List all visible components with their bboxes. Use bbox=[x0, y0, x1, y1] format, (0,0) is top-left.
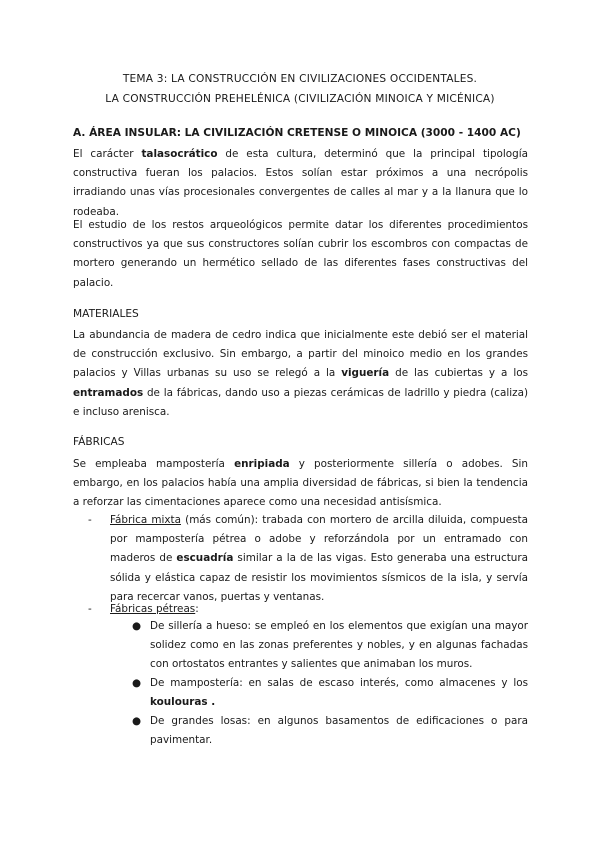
section-a-heading: A. ÁREA INSULAR: LA CIVILIZACIÓN CRETENSE O MINOICA (3000 - 1400 AC) bbox=[73, 127, 521, 139]
text-span: Se empleaba mampostería bbox=[73, 458, 235, 470]
text-span: de esta cultura, determinó que la principal tipología constructiva fueran los palacios. Estos solían estar próximos a una necrópolis irradiando unas vías procesionales convergentes de calles al mar y a la llanura que lo rodeaba. bbox=[73, 148, 528, 218]
list-item-label: Fábricas pétreas bbox=[110, 603, 196, 615]
bullet-icon: ● bbox=[132, 620, 142, 632]
list-item bbox=[88, 511, 528, 607]
text-span: De mampostería: en salas de escaso interés, como almacenes y los bbox=[150, 677, 528, 689]
fabricas-heading: FÁBRICAS bbox=[73, 436, 125, 448]
sub-list-item bbox=[128, 617, 528, 675]
section-a-paragraph-2: El estudio de los restos arqueológicos permite datar los diferentes procedimientos constructivos ya que sus constructores solían cubrir los escombros con compactas de mortero generando un hermético sellado de las diferentes fases constructivas del palacio. bbox=[73, 219, 528, 289]
bold-term: escuadría bbox=[176, 552, 234, 565]
bold-term: entramados bbox=[73, 386, 144, 399]
fabricas-paragraph bbox=[73, 455, 528, 513]
bold-term: viguería bbox=[341, 367, 390, 380]
dash-marker: - bbox=[88, 514, 92, 526]
text-span: : bbox=[195, 603, 199, 615]
sub-list-item bbox=[128, 674, 528, 712]
sub-list-item bbox=[128, 712, 528, 750]
text-span: similar a la de las vigas. Esto generaba una estructura sólida y elástica capaz de resistir los movimientos sísmicos de la isla, y servía para recercar vanos, puertas y ventanas. bbox=[110, 552, 529, 603]
text-span: El carácter bbox=[73, 148, 142, 160]
list-item-label: Fábrica mixta bbox=[110, 514, 181, 526]
text-span: de la fábricas, dando uso a piezas cerámicas de ladrillo y piedra (caliza) e incluso arenisca. bbox=[73, 386, 528, 418]
bold-term: talasocrático bbox=[141, 148, 218, 160]
materiales-heading: MATERIALES bbox=[73, 308, 139, 320]
text-span: La abundancia de madera de cedro indica que inicialmente este debió ser el material de construcción exclusivo. Sin embargo, a partir del minoico medio en los grandes palacios y Villas urbanas su uso se relegó a la bbox=[73, 329, 528, 380]
materiales-paragraph bbox=[73, 326, 528, 422]
dash-marker: - bbox=[88, 603, 92, 615]
bullet-icon: ● bbox=[132, 677, 142, 689]
bold-term: koulouras . bbox=[150, 696, 216, 709]
text-span: De sillería a hueso: se empleó en los elementos que exigían una mayor solidez como en las zonas preferentes y nobles, y en algunas fachadas con ortostatos entrantes y salientes que animaban los muros. bbox=[150, 620, 528, 671]
bullet-icon: ● bbox=[132, 715, 142, 727]
text-span: (más común): trabada con mortero de arcilla diluida, compuesta por mampostería pétrea o adobe y reforzándola por un entramado con maderos de bbox=[110, 514, 528, 565]
text-span: De grandes losas: en algunos basamentos de edificaciones o para pavimentar. bbox=[150, 715, 528, 747]
bold-term: enripiada bbox=[234, 458, 290, 470]
document-title-line-1: TEMA 3: LA CONSTRUCCIÓN EN CIVILIZACIONES OCCIDENTALES. bbox=[122, 73, 478, 85]
section-a-paragraph-1 bbox=[73, 145, 528, 222]
document-title-line-2: LA CONSTRUCCIÓN PREHELÉNICA (CIVILIZACIÓN MINOICA Y MICÉNICA) bbox=[105, 93, 495, 105]
text-span: y posteriormente sillería o adobes. Sin embargo, en los palacios había una amplia diversidad de fábricas, si bien la tendencia a reforzar las cimentaciones aparece como una necesidad antisísmica. bbox=[73, 458, 528, 509]
text-span: de las cubiertas y a los bbox=[389, 367, 528, 380]
